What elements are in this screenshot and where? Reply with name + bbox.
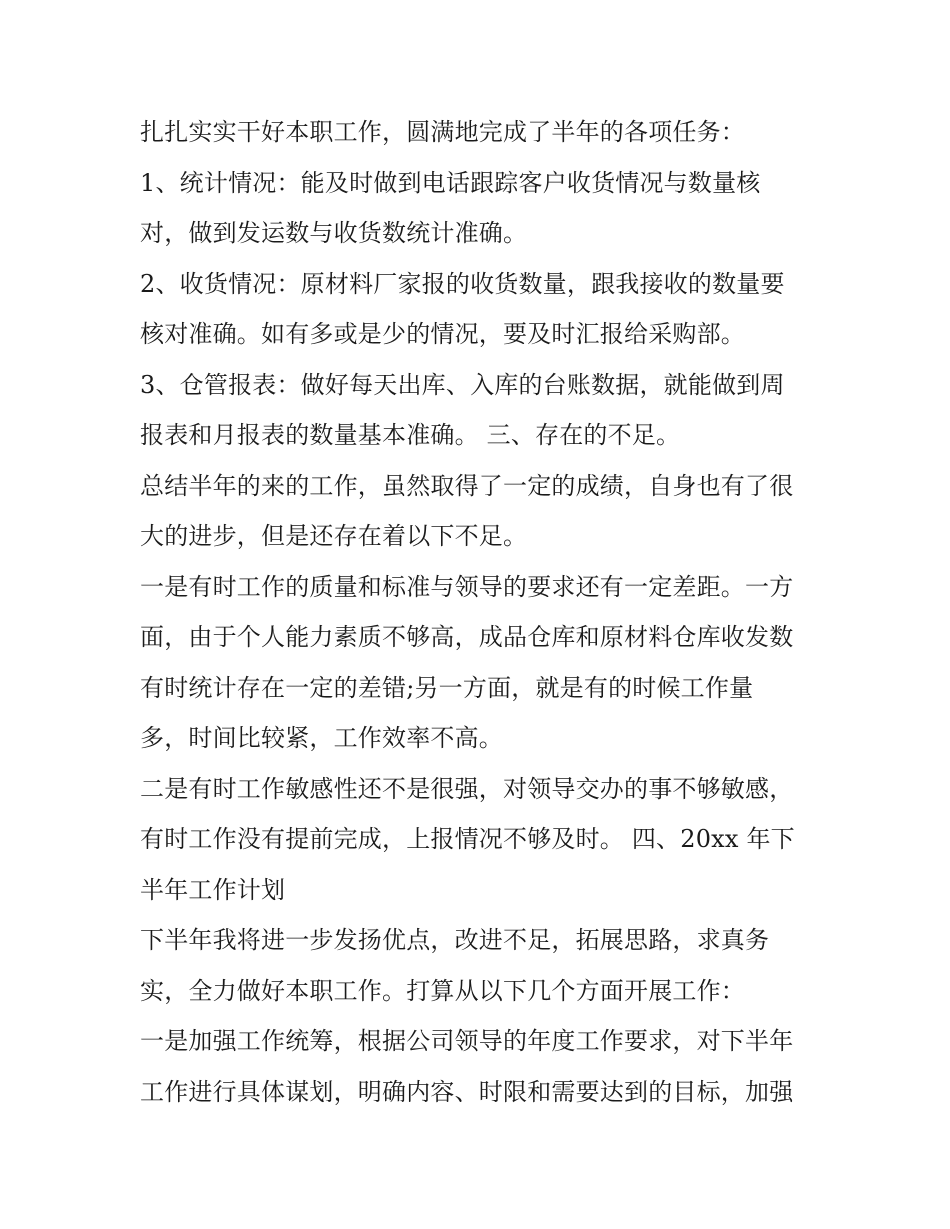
text-line: 2、收货情况：原材料厂家报的收货数量，跟我接收的数量要: [140, 269, 785, 298]
text-line: 多，时间比较紧，工作效率不高。: [140, 724, 503, 752]
text-line: 大的进步，但是还存在着以下不足。: [140, 522, 528, 550]
document-body: [140, 107, 820, 1117]
text-line: 扎扎实实干好本职工作，圆满地完成了半年的各项任务：: [140, 118, 745, 146]
text-line: 半年工作计划: [140, 875, 286, 904]
text-line: 总结半年的来的工作，虽然取得了一定的成绩，自身也有了很: [140, 471, 794, 500]
text-line: 报表和月报表的数量基本准确。 三、存在的不足。: [140, 421, 681, 449]
text-line: 1、统计情况：能及时做到电话跟踪客户收货情况与数量核: [140, 168, 761, 197]
text-line: 3、仓管报表：做好每天出库、入库的台账数据，就能做到周: [140, 370, 785, 399]
text-line: 面，由于个人能力素质不够高，成品仓库和原材料仓库收发数: [140, 623, 794, 651]
text-line: 核对准确。如有多或是少的情况，要及时汇报给采购部。: [140, 320, 745, 348]
text-line: 一是加强工作统筹，根据公司领导的年度工作要求，对下半年: [140, 1027, 794, 1055]
text-line: 一是有时工作的质量和标准与领导的要求还有一定差距。一方: [140, 572, 794, 601]
text-line: 二是有时工作敏感性还不是很强，对领导交办的事不够敏感，: [140, 774, 794, 803]
text-line: 对，做到发运数与收货数统计准确。: [140, 219, 528, 247]
text-line: 工作进行具体谋划，明确内容、时限和需要达到的目标，加强: [140, 1077, 794, 1106]
text-line: 实，全力做好本职工作。打算从以下几个方面开展工作：: [140, 976, 745, 1005]
text-line: 有时工作没有提前完成，上报情况不够及时。 四、20xx 年下: [140, 825, 795, 853]
text-line: 下半年我将进一步发扬优点，改进不足，拓展思路，求真务: [140, 926, 770, 954]
text-line: 有时统计存在一定的差错;另一方面，就是有的时候工作量: [140, 673, 754, 702]
